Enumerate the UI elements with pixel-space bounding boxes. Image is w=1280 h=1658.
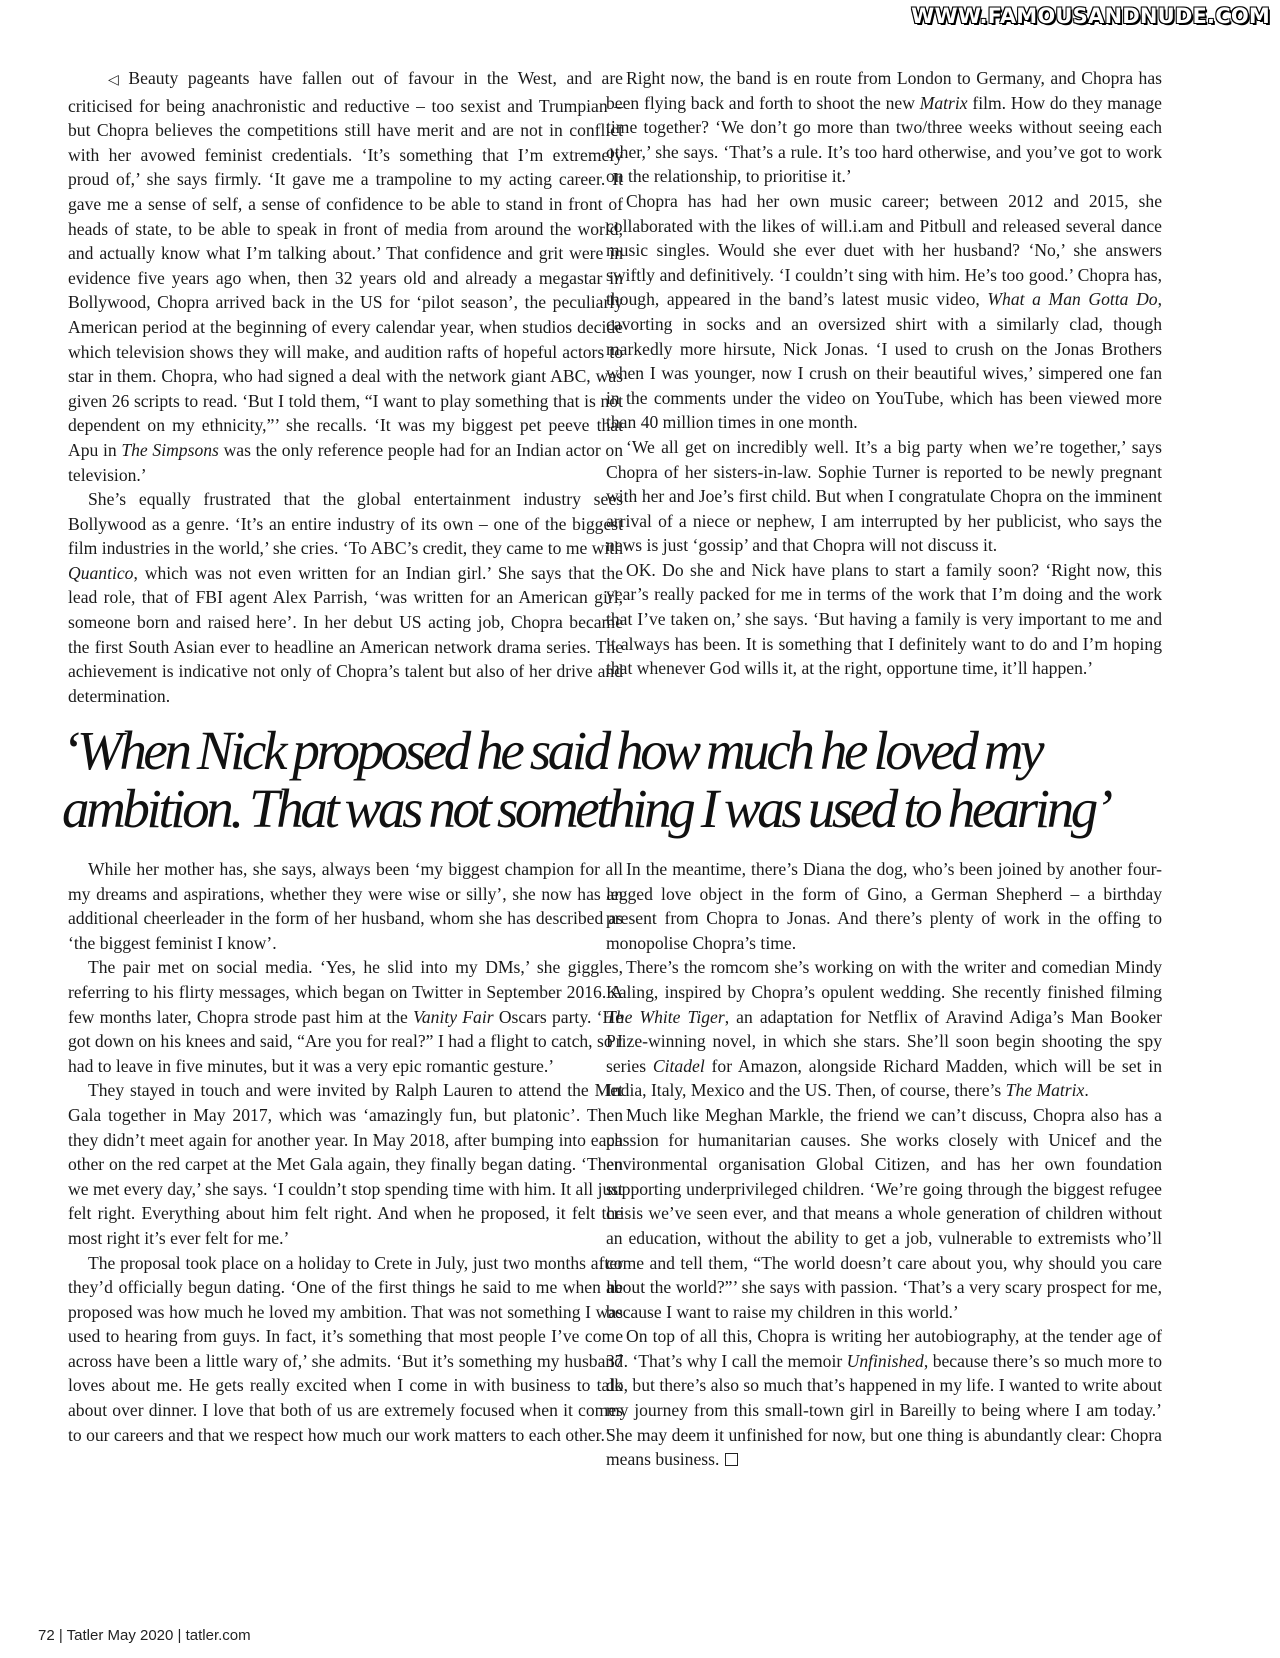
- paragraph: While her mother has, she says, always been ‘my biggest champion for all my dreams and aspirations, whether they were wise or silly’, she now has an additional cheerleader in the form of her husband, whom she has described as ‘the biggest feminist I know’.: [68, 859, 623, 953]
- paragraph: OK. Do she and Nick have plans to start a family soon? ‘Right now, this year’s really packed for me in terms of the work that I’m doing and the work that I’ve taken on,’ she says. ‘But having a family is very important to me and it always has been. It is something that I definitely want to do and I’m hoping that whenever God wills it, at the right, opportune time, it’ll happen.’: [606, 559, 1162, 679]
- paragraph: The proposal took place on a holiday to Crete in July, just two months after they’d officially begun dating. ‘One of the first things he said to me when he proposed was how much he loved my ambition. That was not something I was used to hearing from guys. In fact, it’s something that most people I’ve come across have been a little wary of,’ she admits. ‘But it’s something my husband loves about me. He gets really excited when I come in with business to talk about over dinner. I love that both of us are extremely focused when it comes to our careers and that we respect how much our work matters to each other.’: [68, 1252, 623, 1445]
- section-start-icon: ◁: [108, 73, 119, 88]
- paragraph: Chopra has had her own music career; between 2012 and 2015, she collaborated with the likes of will.i.am and Pitbull and released several dance music singles. Would she ever duet with her husband? ‘No,’ she answers swiftly and definitively. ‘I couldn’t sing with him. He’s too good.’ Chopra has, though, appeared in the band’s latest music video, What a Man Gotta Do, cavorting in socks and an oversized shirt with a similarly clad, though markedly more hirsute, Nick Jonas. ‘I used to crush on the Jonas Brothers when I was younger, now I crush on their beautiful wives,’ simpered one fan in the comments under the video on YouTube, which has been viewed more than 40 million times in one month.: [606, 190, 1162, 433]
- pull-quote-line: ambition. That was not something I was used to hearing’: [62, 778, 1110, 839]
- paragraph: There’s the romcom she’s working on with the writer and comedian Mindy Kaling, inspired by Chopra’s opulent wedding. She recently finished filming The White Tiger, an adaptation for Netflix of Aravind Adiga’s Man Booker Prize-winning novel, in which she stars. She’ll soon begin shooting the spy series Citadel for Amazon, alongside Richard Madden, which will be set in India, Italy, Mexico and the US. Then, of course, there’s The Matrix.: [606, 957, 1162, 1101]
- article-column-bottom-right: [606, 857, 1162, 1472]
- paragraph: In the meantime, there’s Diana the dog, who’s been joined by another four-legged love object in the form of Gino, a German Shepherd – a birthday present from Chopra to Jonas. And there’s plenty of work in the offing to monopolise Chopra’s time.: [606, 859, 1162, 953]
- paragraph: ‘We all get on incredibly well. It’s a big party when we’re together,’ says Chopra of her sisters-in-law. Sophie Turner is reported to be newly pregnant with her and Joe’s first child. But when I congratulate Chopra on the imminent arrival of a niece or nephew, I am interrupted by her publicist, who says the news is just ‘gossip’ and that Chopra will not discuss it.: [606, 436, 1162, 556]
- article-column-bottom-left: [68, 857, 623, 1447]
- paragraph: They stayed in touch and were invited by Ralph Lauren to attend the Met Gala together in May 2017, which was ‘amazingly fun, but platonic’. Then they didn’t meet again for another year. In May 2018, after bumping into each other on the red carpet at the Met Gala again, they finally began dating. ‘Then we met every day,’ she says. ‘I couldn’t stop spending time with him. It all just felt right. Everything about him felt right. And when he proposed, it felt the most right it’s ever felt for me.’: [68, 1080, 623, 1248]
- end-mark-icon: [725, 1453, 738, 1466]
- page-footer: 72 | Tatler May 2020 | tatler.com: [38, 1627, 251, 1644]
- paragraph: She’s equally frustrated that the global entertainment industry sees Bollywood as a genre. ‘It’s an entire industry of its own – one of the biggest film industries in the world,’ she cries. ‘To ABC’s credit, they came to me with Quantico, which was not even written for an Indian girl.’ She says that the lead role, that of FBI agent Alex Parrish, ‘was written for an American girl, someone born and raised here’. In her debut US acting job, Chopra became the first South Asian ever to headline an American network drama series. The achievement is indicative not only of Chopra’s talent but also of her drive and determination.: [68, 489, 623, 706]
- article-column-top-left: [68, 66, 623, 708]
- paragraph: Right now, the band is en route from London to Germany, and Chopra has been flying back and forth to shoot the new Matrix film. How do they manage time together? ‘We don’t go more than two/three weeks without seeing each other,’ she says. ‘That’s a rule. It’s too hard otherwise, and you’ve got to work on the relationship, to prioritise it.’: [606, 68, 1162, 187]
- watermark: WWW.FAMOUSANDNUDE.COM: [911, 4, 1270, 28]
- pull-quote-line: ‘When Nick proposed he said how much he loved my: [62, 720, 1042, 781]
- pull-quote: [62, 722, 1222, 838]
- paragraph: Much like Meghan Markle, the friend we can’t discuss, Chopra also has a passion for humanitarian causes. She works closely with Unicef and the environmental organisation Global Citizen, and has her own foundation supporting underprivileged children. ‘We’re going through the biggest refugee crisis we’ve seen ever, and that means a whole generation of children without an education, without the ability to get a job, vulnerable to extremists who’ll come and tell them, “The world doesn’t care about you, why should you care about the world?”’ she says with passion. ‘That’s a very scary prospect for me, because I want to raise my children in this world.’: [606, 1104, 1162, 1322]
- paragraph: On top of all this, Chopra is writing her autobiography, at the tender age of 37. ‘That’s why I call the memoir Unfinished, because there’s so much more to do, but there’s also so much that’s happened in my life. I wanted to write about my journey from this small-town girl in Bareilly to being where I am today.’ She may deem it unfinished for now, but one thing is abundantly clear: Chopra means business.: [606, 1326, 1162, 1470]
- paragraph: ◁ Beauty pageants have fallen out of favour in the West, and are criticised for being anachronistic and reductive – too sexist and Trumpian – but Chopra believes the competitions still have merit and are not in conflict with her avowed feminist credentials. ‘It’s something that I’m extremely proud of,’ she says firmly. ‘It gave me a trampoline to my acting career. It gave me a sense of self, a sense of confidence to be able to stand in front of heads of state, to be able to speak in front of media from around the world, and actually know what I’m talking about.’ That confidence and grit were in evidence five years ago when, then 32 years old and already a megastar in Bollywood, Chopra arrived back in the US for ‘pilot season’, the peculiarly American period at the beginning of every calendar year, when studios decide which television shows they will make, and audition rafts of hopeful actors to star in them. Chopra, who had signed a deal with the network giant ABC, was given 26 scripts to read. ‘But I told them, “I want to play something that is not dependent on my ethnicity,”’ she recalls. ‘It was my biggest pet peeve that Apu in The Simpsons was the only reference people had for an Indian actor on television.’: [68, 68, 624, 485]
- article-column-top-right: [606, 66, 1162, 681]
- paragraph: The pair met on social media. ‘Yes, he slid into my DMs,’ she giggles, referring to his flirty messages, which began on Twitter in September 2016. A few months later, Chopra strode past him at the Vanity Fair Oscars party. ‘He got down on his knees and said, “Are you for real?” I had a flight to catch, so I had to leave in five minutes, but it was a very epic romantic gesture.’: [68, 957, 623, 1076]
